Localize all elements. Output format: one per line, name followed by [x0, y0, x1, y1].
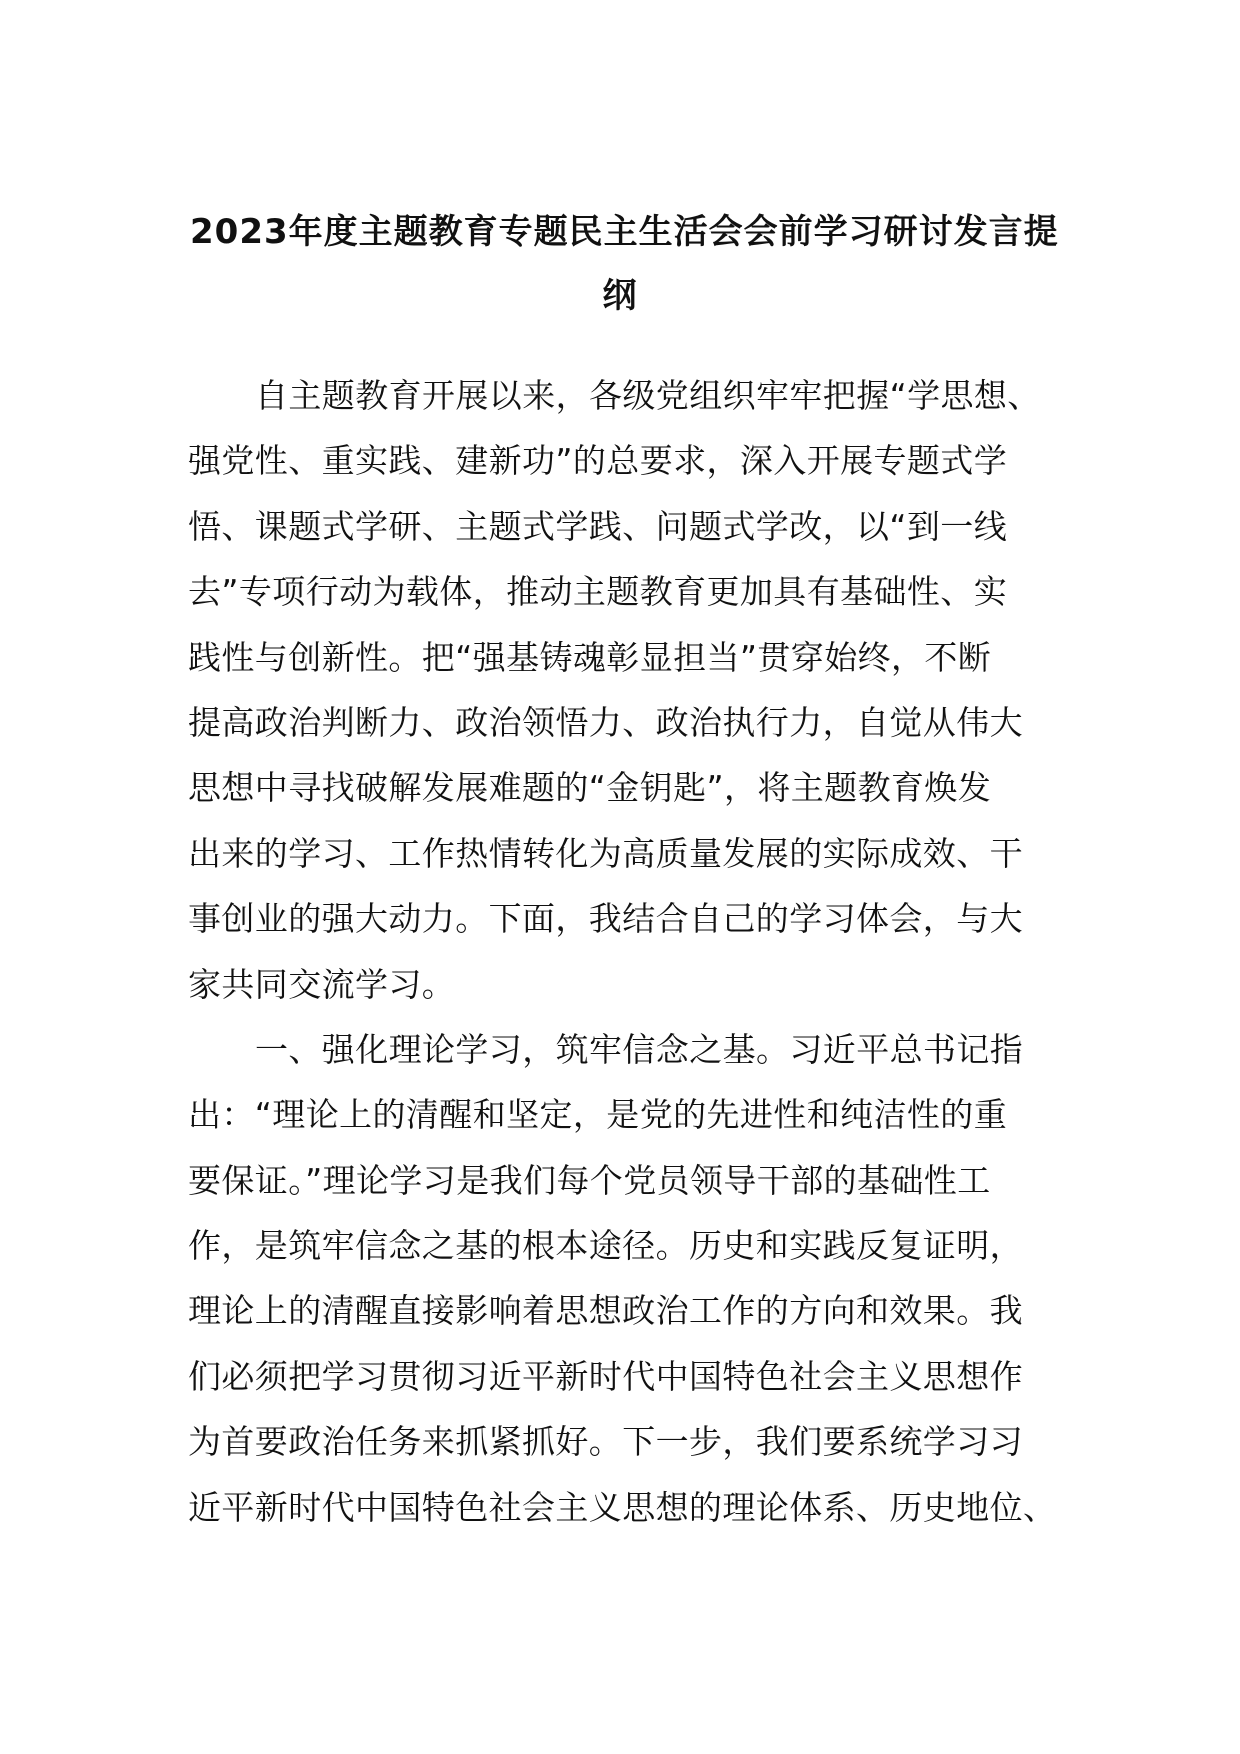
text-line: 家共同交流学习。 — [188, 964, 456, 1004]
text-line: 为首要政治任务来抓紧抓好。下一步，我们要系统学习习 — [188, 1422, 1023, 1462]
text-line: 思想中寻找破解发展难题的“金钥匙”，将主题教育焕发 — [188, 768, 992, 808]
text-line: 自主题教育开展以来，各级党组织牢牢把握“学思想、 — [255, 376, 1041, 415]
document-title — [190, 200, 1059, 328]
text-line: 近平新时代中国特色社会主义思想的理论体系、历史地位、 — [188, 1487, 1057, 1527]
text-line: 作，是筑牢信念之基的根本途径。历史和实践反复证明， — [188, 1226, 1023, 1266]
text-line: 出：“理论上的清醒和坚定，是党的先进性和纯洁性的重 — [188, 1095, 1008, 1135]
text-line: 要保证。”理论学习是我们每个党员领导干部的基础性工 — [188, 1160, 991, 1200]
paragraph-intro — [188, 363, 1068, 1017]
text-line: 践性与创新性。把“强基铸魂彰显担当”贯穿始终，不断 — [188, 637, 992, 677]
text-line: 们必须把学习贯彻习近平新时代中国特色社会主义思想作 — [188, 1356, 1023, 1396]
text-line: 事创业的强大动力。下面，我结合自己的学习体会，与大 — [188, 899, 1023, 939]
text-line: 悟、课题式学研、主题式学践、问题式学改，以“到一线 — [188, 506, 1008, 546]
text-line: 去”专项行动为载体，推动主题教育更加具有基础性、实 — [188, 572, 1008, 612]
title-line: 纲 — [602, 276, 638, 316]
title-line: 2023年度主题教育专题民主生活会会前学习研讨发言提 — [190, 212, 1059, 252]
text-line: 一、强化理论学习，筑牢信念之基。习近平总书记指 — [255, 1029, 1024, 1069]
text-line: 提高政治判断力、政治领悟力、政治执行力，自觉从伟大 — [188, 702, 1023, 742]
text-line: 出来的学习、工作热情转化为高质量发展的实际成效、干 — [188, 833, 1023, 873]
text-line: 理论上的清醒直接影响着思想政治工作的方向和效果。我 — [188, 1291, 1023, 1331]
paragraph-section-one — [188, 1017, 1068, 1540]
text-line: 强党性、重实践、建新功”的总要求，深入开展专题式学 — [188, 441, 1008, 481]
document-body — [188, 363, 1068, 1540]
